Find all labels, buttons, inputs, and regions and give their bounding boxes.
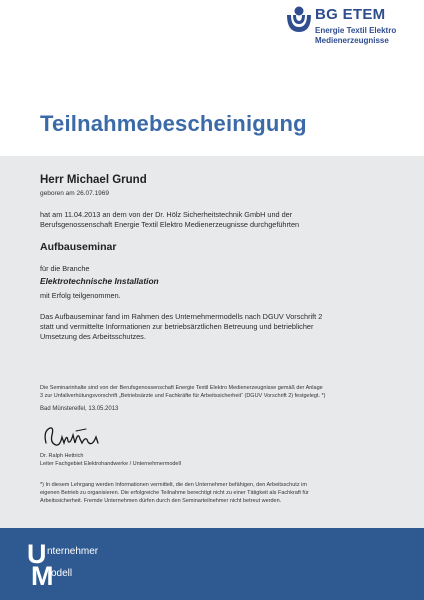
event-text-line2: Berufsgenossenschaft Energie Textil Elektro Medienerzeugnisse durchgeführten [40, 220, 300, 229]
footnote-line3: Arbeitssicherheit. Fremde Unternehmen dürfen durch den Seminarteilnehmer nicht betreut werden. [40, 498, 282, 504]
signer-role: Leiter Fachgebiet Elektrohandwerke / Unternehmermodell [40, 461, 181, 467]
org-tagline-line2: Medienerzeugnisse [315, 36, 389, 45]
org-name: BG ETEM [315, 6, 386, 23]
document-title: Teilnahmebescheinigung [40, 111, 307, 136]
unternehmermodell-logo-u: U [27, 539, 47, 569]
info-text-line1: Das Aufbauseminar fand im Rahmen des Unternehmermodells nach DGUV Vorschrift 2 [40, 312, 323, 321]
place-and-date: Bad Münstereifel, 13.05.2013 [40, 406, 119, 412]
footnote-line2: eigenen Betrieb zu organisieren. Die erfolgreiche Teilnahme berechtigt nicht zu einer Tätigkeit als Fachkraft für [40, 490, 309, 496]
content-note-line2: 3 zur Unfallverhütungsvorschrift „Betriebsärzte und Fachkräfte für Arbeitssicherheit“ (DGUV Vorschrift 2) festgelegt. *) [40, 393, 326, 399]
unternehmermodell-logo-word2: odell [51, 568, 73, 579]
event-text-line1: hat am 11.04.2013 an dem von der Dr. Hölz Sicherheitstechnik GmbH und der [40, 210, 293, 219]
content-note-line1: Die Seminarinhalte sind von der Berufsgenossenschaft Energie Textil Elektro Medienerzeugnisse gemäß der Anlage [40, 385, 323, 391]
success-text: mit Erfolg teilgenommen. [40, 291, 121, 300]
bg-etem-logo-icon [285, 6, 313, 36]
signer-name: Dr. Ralph Hettrich [40, 453, 84, 459]
birth-date: geboren am 26.07.1969 [40, 190, 110, 197]
unternehmermodell-logo-word1: nternehmer [47, 546, 99, 557]
org-tagline-line1: Energie Textil Elektro [315, 26, 397, 35]
handwritten-signature [40, 423, 120, 451]
recipient-name: Herr Michael Grund [40, 174, 147, 186]
footer-band [0, 528, 424, 600]
branch-intro: für die Branche [40, 264, 90, 273]
info-text-line3: Umsetzung des Arbeitsschutzes. [40, 332, 146, 341]
footnote-line1: *) In diesem Lehrgang werden Informationen vermittelt, die den Unternehmer befähigen, den Arbeitsschutz im [40, 482, 307, 488]
branch-name: Elektrotechnische Installation [40, 276, 159, 286]
info-text-line2: statt und vermittelte Informationen zur betriebsärztlichen Betreuung und betrieblicher [40, 322, 314, 331]
unternehmermodell-logo-m: M [31, 561, 54, 591]
seminar-title: Aufbauseminar [40, 241, 117, 253]
